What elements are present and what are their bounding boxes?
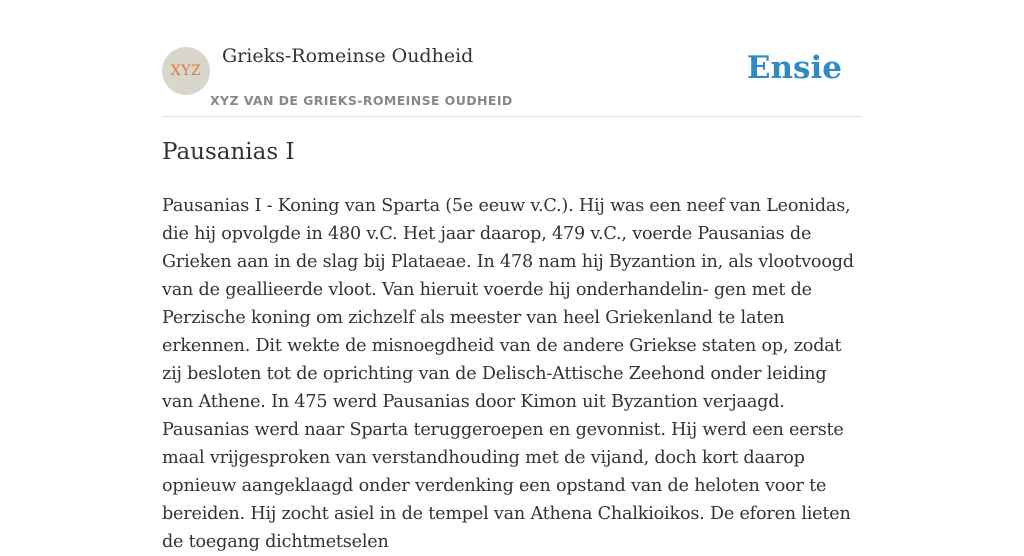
site-header <box>162 0 862 117</box>
site-subtitle: XYZ VAN DE GRIEKS-ROMEINSE OUDHEID <box>210 93 513 108</box>
site-title[interactable]: Grieks-Romeinse Oudheid <box>222 45 474 67</box>
article-body: Pausanias I - Koning van Sparta (5e eeuw v.C.). Hij was een neef van Leonidas, die hij opvolgde in 480 v.C. Het jaar daarop, 479 v.C., voerde Pausanias de Grieken aan in de slag bij Plataeae. In 478 nam hij Byzantion in, als vlootvoogd van de geallieerde vloot. Van hieruit voerde hij onderhandelin- gen met de Perzische koning om zichzelf als meester van heel Griekenland te laten erkennen. Dit wekte de misnoegdheid van de andere Griekse staten op, zodat zij besloten tot de oprichting van de Delisch-Attische Zeehond onder leiding van Athene. In 475 werd Pausanias door Kimon uit Byzantion verjaagd. Pausanias werd naar Sparta teruggeroepen en gevonnist. Hij werd een eerste maal vrijgesproken van verstandhouding met de vijand, doch kort daarop opnieuw aangeklaagd onder verdenking een opstand van de heloten voor te bereiden. Hij zocht asiel in de tempel van Athena Chalkioikos. De eforen lieten de toegang dichtmetselen <box>162 196 854 552</box>
ensie-logo[interactable]: Ensie <box>746 50 842 86</box>
site-avatar[interactable]: XYZ <box>162 47 210 95</box>
article-title: Pausanias I <box>162 139 295 165</box>
